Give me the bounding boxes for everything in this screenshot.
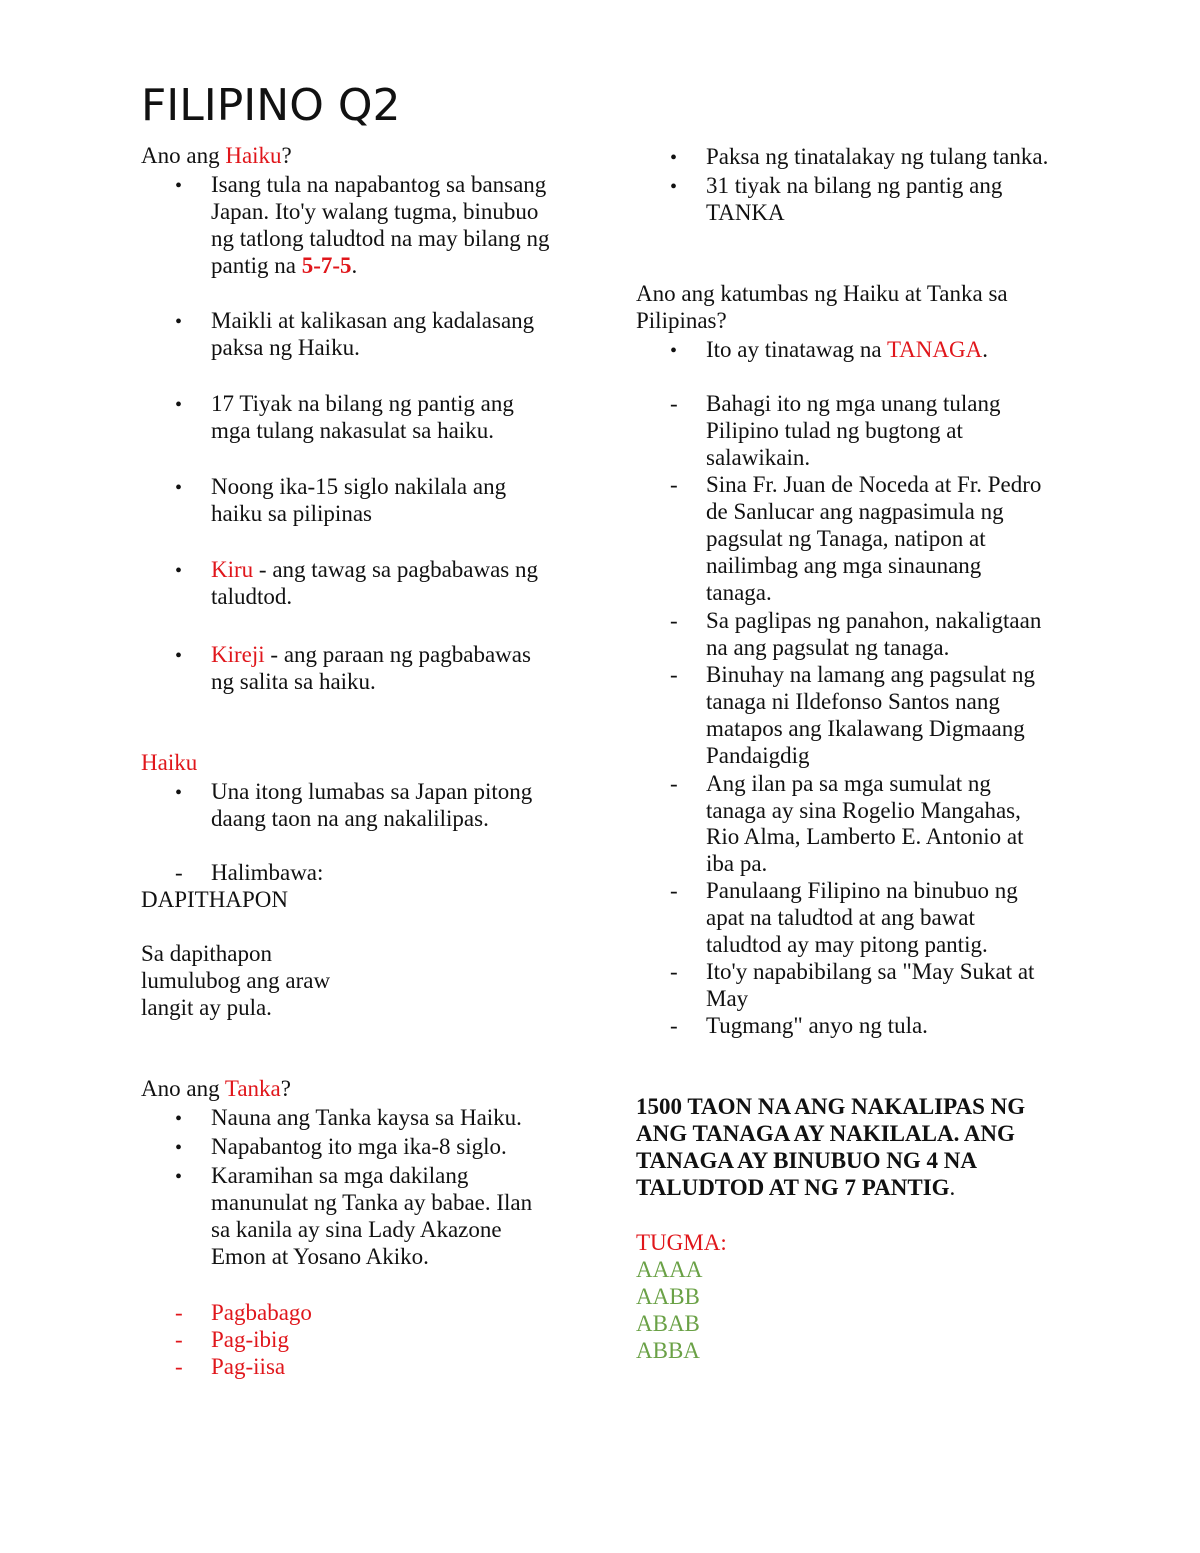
text-span: May [706,986,749,1011]
text-span: ng tatlong taludtod na may bilang ng [211,226,550,251]
text-span: - [670,959,678,984]
highlight: TANAGA [886,337,983,362]
text-span: paksa ng Haiku. [211,335,360,360]
dash-icon [670,1012,678,1040]
list-item-line [706,498,1004,526]
text-span: na ang pagsulat ng tanaga. [706,635,950,660]
text-span: Noong ika-15 siglo nakilala ang [211,474,507,499]
text-span: TANKA [706,200,785,225]
text-span: Tugmang" anyo ng tula. [706,1013,928,1038]
tanka-theme [211,1299,312,1327]
text-span: 1500 TAON NA ANG NAKALIPAS NG [636,1094,1026,1119]
list-item-line [706,172,1002,200]
bullet-icon [175,1133,182,1162]
list-item-line [706,552,981,580]
poem-line [141,940,272,968]
text-span: pantig na [211,253,302,278]
bullet-icon [175,556,182,585]
text-span: de Sanlucar ang nagpasimula ng [706,499,1004,524]
bullet-icon [670,143,677,172]
text-span: Nauna ang Tanka kaysa sa Haiku. [211,1105,522,1130]
list-item-line [706,199,785,227]
list-item-line [706,607,1041,635]
text-span: Pilipino tulad ng bugtong at [706,418,963,443]
tanaga-intro [706,336,988,364]
dash-icon [175,859,183,887]
text-span: TANAGA AY BINUBUO NG 4 NA [636,1148,978,1173]
text-span: Ang ilan pa sa mga sumulat ng [706,771,991,796]
bullet-icon [175,307,182,336]
list-item-line [211,641,531,669]
text-span: TALUDTOD AT NG 7 PANTIG [636,1175,950,1200]
list-item-line [706,742,810,770]
list-item-line [211,473,506,501]
text-span: Paksa ng tinatalakay ng tulang tanka. [706,144,1049,169]
list-item-line [211,225,550,253]
text-span: nailimbag ang mga sinaunang [706,553,982,578]
rhyme-scheme [636,1283,700,1311]
text-span: ? [281,143,292,168]
text-span: DAPITHAPON [141,887,288,912]
text-span: tanaga ni Ildefonso Santos nang [706,689,1000,714]
list-item-line [706,797,1021,825]
text-span: - ang paraan ng pagbabawas [264,642,531,667]
text-span: - [670,878,678,903]
list-item-line [706,525,986,553]
text-span: Sina Fr. Juan de Noceda at Fr. Pedro [706,472,1042,497]
text-span: Karamihan sa mga dakilang [211,1163,469,1188]
text-span: - [670,472,678,497]
dash-icon [670,607,678,635]
text-span: lumulubog ang araw [141,968,331,993]
highlight: Kiru [211,557,254,582]
dash-icon [670,958,678,986]
poem-line [141,967,330,995]
list-item-line [211,417,494,445]
list-item-line [706,634,949,662]
poem-line [141,994,272,1022]
text-span: Napabantog ito mga ika-8 siglo. [211,1134,507,1159]
text-span: tanaga ay sina Rogelio Mangahas, [706,798,1021,823]
bold-note-line [636,1093,1025,1121]
list-item-line [211,778,532,806]
question-haiku [141,142,292,170]
text-span: Pagbabago [211,1300,312,1325]
text-span: • [175,311,183,333]
section-heading-haiku [141,749,197,777]
text-span: Ito'y napabibilang sa "May Sukat at [706,959,1035,984]
text-span: ANG TANAGA AY NAKILALA. ANG [636,1121,1015,1146]
bold-note-line [636,1120,1015,1148]
list-item-line [211,583,292,611]
text-span: Haiku [141,750,198,775]
list-item-line [706,823,1024,851]
text-span: Ano ang [141,143,226,168]
list-item-line [211,252,357,280]
list-item-line [706,390,1000,418]
page-title: FILIPINO Q2 [141,80,401,131]
text-span: Maikli at kalikasan ang kadalasang [211,308,535,333]
text-span: - [670,771,678,796]
text-span: Pandaigdig [706,743,810,768]
list-item-line [211,668,376,696]
dash-icon [670,770,678,798]
list-item-line [211,307,534,335]
list-item-line [211,556,538,584]
dash-icon [175,1299,183,1327]
text-span: matapos ang Ikalawang Digmaang [706,716,1025,741]
example-label [211,859,323,887]
highlight: 5-7-5 [301,253,352,278]
text-span: Rio Alma, Lamberto E. Antonio at [706,824,1024,849]
highlight: Tanka [224,1076,281,1101]
text-span: taludtod ay may pitong pantig. [706,932,988,957]
tugma-label [636,1229,727,1257]
text-span: - ang tawag sa pagbabawas ng [253,557,539,582]
list-item-line [211,805,489,833]
dash-icon [670,877,678,905]
text-span: Pag-ibig [211,1327,289,1352]
bullet-icon [175,1104,182,1133]
text-span: - [175,1327,183,1352]
text-span: - [670,608,678,633]
question-tanka [141,1075,291,1103]
text-span: Emon at Yosano Akiko. [211,1244,429,1269]
list-item-line [706,877,1018,905]
text-span: • [670,340,678,362]
dash-icon [175,1326,183,1354]
question-tanaga [636,307,727,335]
list-item-line [706,958,1034,986]
highlight: Haiku [225,143,282,168]
bullet-icon [670,336,677,365]
rhyme-scheme [636,1310,700,1338]
text-span: • [175,645,183,667]
text-span: 17 Tiyak na bilang ng pantig ang [211,391,514,416]
bullet-icon [175,641,182,670]
list-item-line [211,1104,522,1132]
text-span: • [175,1166,183,1188]
text-span: • [175,560,183,582]
text-span: ABBA [636,1338,700,1363]
text-span: daang taon na ang nakalilipas. [211,806,489,831]
bullet-icon [175,778,182,807]
text-span: Panulaang Filipino na binubuo ng [706,878,1018,903]
text-span: Ito ay tinatawag na [706,337,887,362]
text-span: AABB [636,1284,700,1309]
text-span: TUGMA: [636,1230,727,1255]
text-span: ng salita sa haiku. [211,669,376,694]
poem-title [141,886,288,914]
list-item-line [706,417,963,445]
text-span: taludtod. [211,584,293,609]
bullet-icon [175,473,182,502]
list-item-line [706,471,1041,499]
list-item-line [211,1133,507,1161]
text-span: ? [280,1076,291,1101]
list-item-line [706,904,975,932]
text-span: - [670,391,678,416]
text-span: AAAA [636,1257,703,1282]
list-item-line [211,500,372,528]
list-item-line [706,143,1048,171]
list-item-line [211,1162,468,1190]
list-item-line [706,931,988,959]
text-span: mga tulang nakasulat sa haiku. [211,418,494,443]
list-item-line [706,444,810,472]
bullet-icon [175,1162,182,1191]
text-span: . [949,1175,956,1200]
tanka-theme [211,1353,285,1381]
text-span: • [670,176,678,198]
text-span: salawikain. [706,445,811,470]
dash-icon [670,661,678,689]
dash-icon [670,390,678,418]
text-span: iba pa. [706,851,768,876]
text-span: • [175,1108,183,1130]
text-span: Pilipinas? [636,308,727,333]
text-span: pagsulat ng Tanaga, natipon at [706,526,986,551]
text-span: Ano ang katumbas ng Haiku at Tanka sa [636,281,1008,306]
text-span: - [175,1300,183,1325]
text-span: manunulat ng Tanka ay babae. Ilan [211,1190,533,1215]
list-item-line [706,579,772,607]
text-span: - [670,1013,678,1038]
text-span: • [175,477,183,499]
rhyme-scheme [636,1337,700,1365]
list-item-line [706,985,748,1013]
bullet-icon [670,172,677,201]
bullet-icon [175,390,182,419]
text-span: . [982,337,988,362]
text-span: tanaga. [706,580,772,605]
text-span: apat na taludtod at ang bawat [706,905,975,930]
list-item-line [211,1189,532,1217]
text-span: - [175,1354,183,1379]
text-span: • [175,175,183,197]
text-span: - [175,860,183,885]
text-span: Binuhay na lamang ang pagsulat ng [706,662,1035,687]
list-item-line [211,390,514,418]
text-span: Una itong lumabas sa Japan pitong [211,779,533,804]
text-span: Isang tula na napabantog sa bansang [211,172,547,197]
bold-note-line [636,1147,977,1175]
text-span: Bahagi ito ng mga unang tulang [706,391,1001,416]
bold-note-line [636,1174,955,1202]
bullet-icon [175,171,182,200]
list-item-line [211,171,546,199]
text-span: Sa paglipas ng panahon, nakaligtaan [706,608,1042,633]
text-span: haiku sa pilipinas [211,501,372,526]
list-item-line [706,770,991,798]
list-item-line [211,334,360,362]
list-item-line [211,1216,502,1244]
text-span: langit ay pula. [141,995,272,1020]
text-span: 31 tiyak na bilang ng pantig ang [706,173,1003,198]
text-span: Japan. Ito'y walang tugma, binubuo [211,199,539,224]
list-item-line [706,715,1025,743]
text-span: Halimbawa: [211,860,324,885]
list-item-line [706,688,1000,716]
text-span: • [175,782,183,804]
dash-icon [175,1353,183,1381]
text-span: Sa dapithapon [141,941,272,966]
text-span: Pag-iisa [211,1354,286,1379]
text-span: ABAB [636,1311,700,1336]
text-span: - [670,662,678,687]
text-span: Ano ang [141,1076,225,1101]
text-span: • [670,147,678,169]
dash-icon [670,471,678,499]
list-item-line [706,1012,928,1040]
highlight: Kireji [211,642,265,667]
list-item-line [706,661,1035,689]
text-span: sa kanila ay sina Lady Akazone [211,1217,502,1242]
text-span: . [351,253,358,278]
tanka-theme [211,1326,289,1354]
list-item-line [211,198,538,226]
text-span: • [175,394,183,416]
list-item-line [211,1243,429,1271]
rhyme-scheme [636,1256,702,1284]
question-tanaga [636,280,1008,308]
text-span: • [175,1137,183,1159]
list-item-line [706,850,767,878]
